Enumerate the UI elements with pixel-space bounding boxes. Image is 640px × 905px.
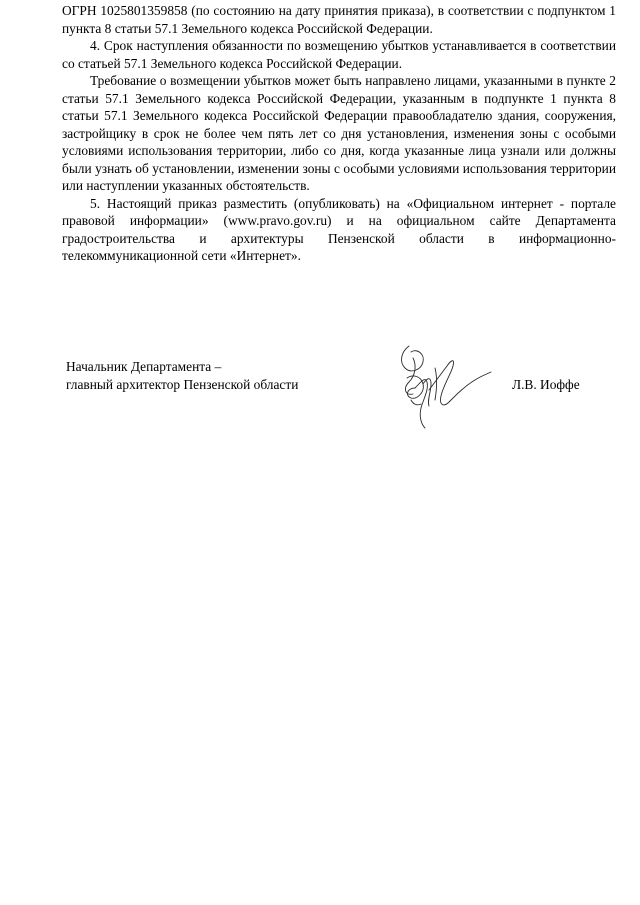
signatory-position — [66, 358, 366, 393]
position-line-2: главный архитектор Пензенской области — [66, 376, 299, 392]
position-line-1: Начальник Департамента – — [66, 359, 222, 374]
signer-name: Л.В. Иоффе — [512, 376, 580, 392]
handwritten-signature — [391, 338, 496, 433]
document-body — [62, 2, 616, 265]
paragraph-continuation: ОГРН 1025801359858 (по состоянию на дату принятия приказа), в соответствии с подпунктом 1 пункта 8 статьи 57.1 Земельного кодекса Российской Федерации. — [62, 3, 616, 36]
paragraph-item-4: 4. Срок наступления обязанности по возмещению убытков устанавливается в соответствии со статьей 57.1 Земельного кодекса Российской Федерации. — [62, 38, 616, 71]
paragraph-claim: Требование о возмещении убытков может быть направлено лицами, указанными в пункте 2 статьи 57.1 Земельного кодекса Российской Федерации, указанным в подпункте 1 пункта 8 статьи 57.1 Земельного кодекса Российской Федерации правообладателю здания, сооружения, застройщику в срок не более чем пять лет со дня установления, изменения зоны с особыми условиями использования территории, либо со дня, когда указанные лица узнали или должны были узнать об установлении, изменении зоны с особыми условиями использования территории или наступлении указанных обстоятельств. — [62, 73, 616, 193]
paragraph-item-5: 5. Настоящий приказ разместить (опубликовать) на «Официальном интернет - портале правовой информации» (www.pravo.gov.ru) и на официальном сайте Департамента градостроительства и архитектуры Пензенской области в информационно-телекоммуникационной сети «Интернет». — [62, 195, 616, 263]
signature-block — [66, 358, 620, 428]
